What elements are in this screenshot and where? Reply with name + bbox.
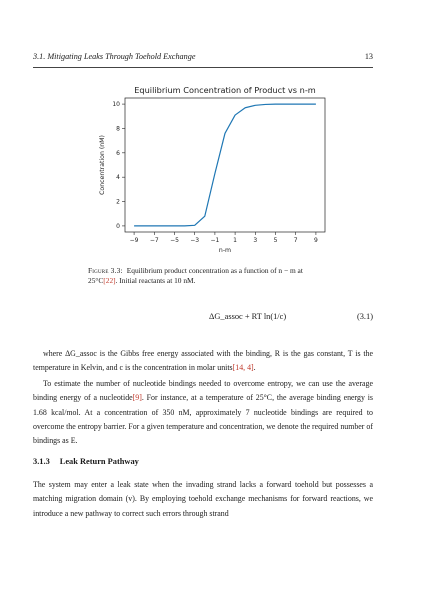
caption-text-end: . Initial reactants at 10 nM. — [115, 276, 196, 285]
y-tick-label: 6 — [116, 149, 120, 157]
y-tick-label: 2 — [116, 198, 120, 206]
paragraph-text: The system may enter a leak state when the invading strand lacks a forward toehold but possesses a matching migration domain (v). By employing toehold exchange mechanisms for forward reactions, we introduce a new pathway to correct such errors through strand — [33, 480, 373, 518]
equation-block — [33, 312, 373, 326]
y-tick-label: 8 — [116, 125, 120, 133]
equation: ΔG_assoc + RT ln(1/c) — [209, 312, 287, 321]
plot-frame — [125, 98, 325, 232]
x-tick-label: −1 — [210, 237, 220, 244]
x-tick-label: 3 — [253, 237, 258, 244]
x-tick-label: −3 — [190, 237, 200, 244]
page-number: 13 — [364, 52, 373, 61]
paragraph-leak-return — [33, 478, 373, 521]
citation-link[interactable]: [14, 4] — [232, 363, 254, 373]
x-tick-label: 5 — [273, 237, 278, 244]
caption-text: Equilibrium product concentration as a function of n − m at 25°C — [88, 266, 303, 285]
paragraph-gibbs-definition — [33, 347, 373, 376]
y-axis-label: Concentration (nM) — [99, 135, 106, 195]
x-tick-label: −9 — [129, 237, 139, 244]
running-section-title: 3.1. Mitigating Leaks Through Toehold Exchange — [33, 52, 196, 61]
paragraph-text: . — [253, 363, 256, 373]
paragraph-text: . For instance, at a temperature of 25°C, the average binding energy is 1.68 kcal/mol. At a concentration of 350 nM, approximately 7 nucleotide bindings are required to overcome the entropy barrier. For a given temperature and concentration, we denote the required number of bindings as E. — [33, 393, 373, 446]
section-heading — [33, 457, 373, 466]
caption-citation-link[interactable]: [22] — [103, 276, 116, 285]
y-tick-label: 4 — [116, 174, 120, 182]
chart-title: Equilibrium Concentration of Product vs n-m — [134, 85, 316, 95]
figure-caption — [88, 266, 332, 286]
paragraph-binding-estimate — [33, 377, 373, 448]
header-rule — [33, 67, 373, 68]
y-tick-label: 0 — [116, 222, 120, 230]
x-tick-label: −7 — [149, 237, 159, 244]
paragraph-text: where ΔG_assoc is the Gibbs free energy associated with the binding, R is the gas constant, T is the temperature in Kelvin, and c is the concentration in molar units — [33, 349, 373, 373]
section-number: 3.1.3 — [33, 457, 50, 466]
section-title: Leak Return Pathway — [59, 457, 139, 466]
y-tick-label: 10 — [112, 101, 120, 109]
page-header — [33, 52, 373, 66]
equation-number: (3.1) — [356, 312, 373, 321]
equilibrium-chart — [92, 82, 332, 260]
x-tick-label: 9 — [313, 237, 318, 244]
x-tick-label: −5 — [170, 237, 179, 244]
series-line — [134, 104, 316, 226]
x-axis-label: n-m — [218, 247, 232, 254]
x-tick-label: 1 — [233, 237, 238, 244]
x-tick-label: 7 — [293, 237, 298, 244]
figure-label: Figure 3.3: — [88, 266, 123, 275]
paragraph-text: To estimate the number of nucleotide bindings needed to overcome entropy, we can use the average binding energy of a nucleotide — [33, 379, 373, 403]
citation-link[interactable]: [9] — [132, 393, 142, 403]
